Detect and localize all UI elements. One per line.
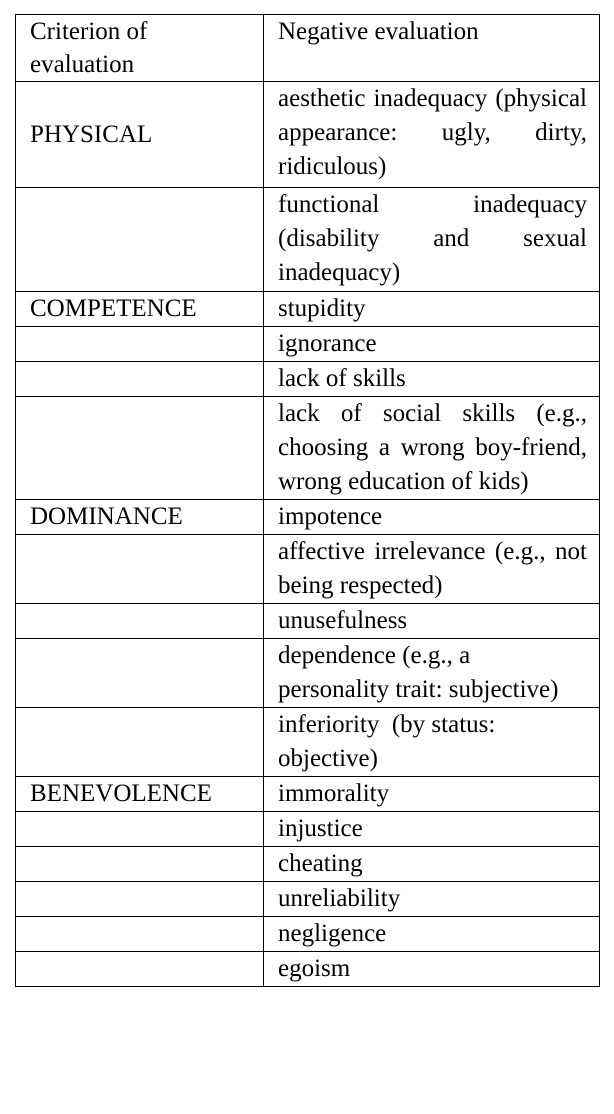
criterion-cell	[16, 882, 264, 917]
table-row	[16, 812, 600, 847]
evaluation-cell: egoism	[264, 952, 600, 987]
table-row	[16, 777, 600, 812]
table-row	[16, 327, 600, 362]
criterion-cell	[16, 397, 264, 500]
criterion-cell	[16, 327, 264, 362]
evaluation-cell: injustice	[264, 812, 600, 847]
evaluation-cell: ignorance	[264, 327, 600, 362]
table-row	[16, 917, 600, 952]
criterion-cell: BENEVOLENCE	[16, 777, 264, 812]
table-row	[16, 639, 600, 708]
evaluation-cell: inferiority (by status: objective)	[264, 708, 600, 777]
table-row	[16, 397, 600, 500]
evaluation-cell: stupidity	[264, 292, 600, 327]
criterion-cell	[16, 812, 264, 847]
criterion-cell	[16, 952, 264, 987]
table-row	[16, 535, 600, 604]
table-row	[16, 500, 600, 535]
evaluation-cell: dependence (e.g., a personality trait: subjective)	[264, 639, 600, 708]
evaluation-cell: impotence	[264, 500, 600, 535]
criterion-cell	[16, 362, 264, 397]
evaluation-cell: affective irrelevance (e.g., not being respected)	[264, 535, 600, 604]
evaluation-cell: functional inadequacy (disability and sexual inadequacy)	[264, 188, 600, 292]
table-row	[16, 604, 600, 639]
criterion-cell	[16, 847, 264, 882]
evaluation-cell: cheating	[264, 847, 600, 882]
header-criterion: Criterion of evaluation	[16, 15, 264, 82]
criterion-cell: PHYSICAL	[16, 82, 264, 188]
table-row	[16, 708, 600, 777]
evaluation-table	[15, 14, 600, 987]
criterion-cell	[16, 604, 264, 639]
evaluation-cell: negligence	[264, 917, 600, 952]
table-row	[16, 188, 600, 292]
evaluation-cell: lack of social skills (e.g., choosing a wrong boy-friend, wrong education of kids)	[264, 397, 600, 500]
criterion-cell	[16, 639, 264, 708]
header-negative-evaluation: Negative evaluation	[264, 15, 600, 82]
criterion-cell	[16, 535, 264, 604]
criterion-cell	[16, 917, 264, 952]
table-row	[16, 847, 600, 882]
evaluation-cell: aesthetic inadequacy (physical appearance: ugly, dirty, ridiculous)	[264, 82, 600, 188]
table-row	[16, 952, 600, 987]
criterion-cell: COMPETENCE	[16, 292, 264, 327]
criterion-cell	[16, 708, 264, 777]
criterion-cell	[16, 188, 264, 292]
table-row	[16, 362, 600, 397]
evaluation-cell: unreliability	[264, 882, 600, 917]
evaluation-cell: immorality	[264, 777, 600, 812]
evaluation-cell: unusefulness	[264, 604, 600, 639]
table-row	[16, 882, 600, 917]
table-row	[16, 82, 600, 188]
criterion-cell: DOMINANCE	[16, 500, 264, 535]
table-header-row	[16, 15, 600, 82]
table-row	[16, 292, 600, 327]
evaluation-cell: lack of skills	[264, 362, 600, 397]
